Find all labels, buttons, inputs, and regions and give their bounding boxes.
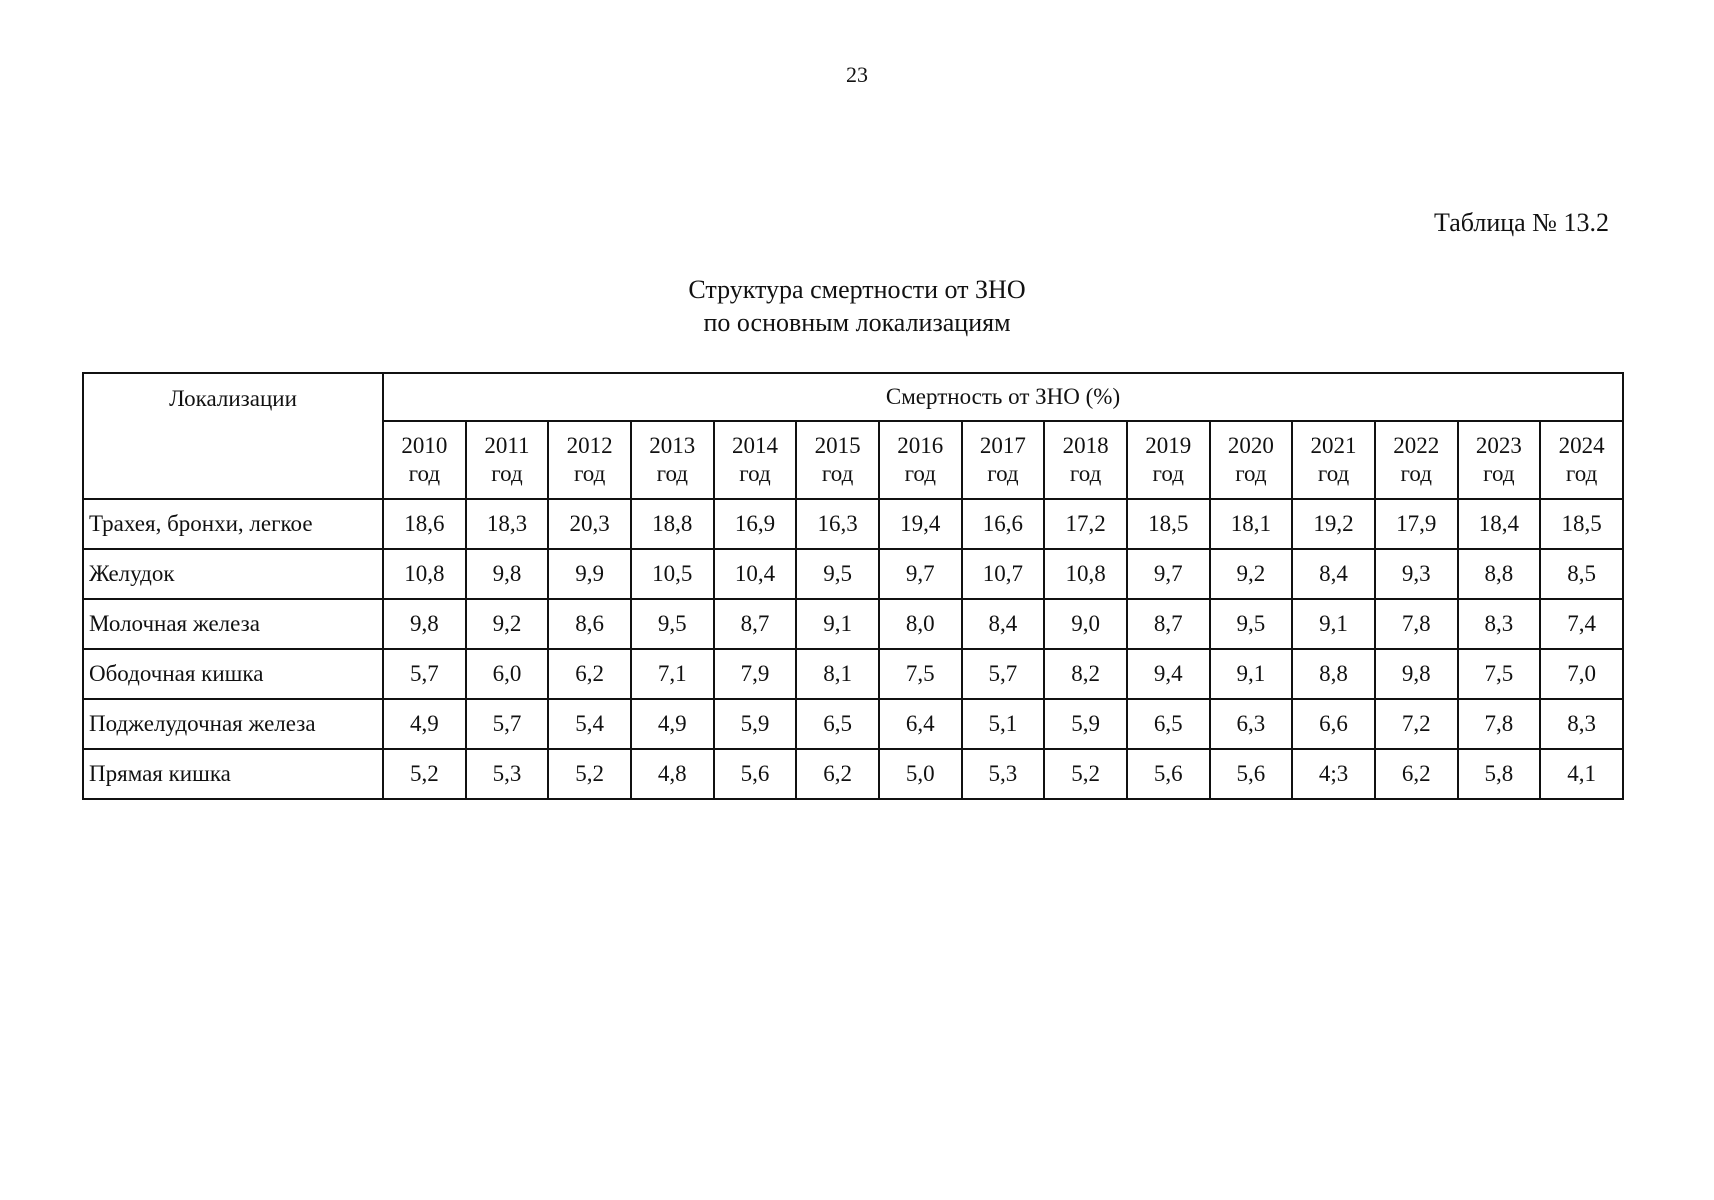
row-label: Прямая кишка (83, 749, 383, 799)
value-cell: 5,7 (383, 649, 466, 699)
value-cell: 4,9 (383, 699, 466, 749)
table-row (83, 499, 1623, 549)
value-cell: 6,2 (548, 649, 631, 699)
year-number: 2022 (1393, 433, 1440, 458)
year-unit: год (739, 461, 771, 486)
year-header-2016 (879, 421, 962, 499)
year-unit: год (1400, 461, 1432, 486)
value-cell: 18,8 (631, 499, 714, 549)
year-number: 2014 (731, 433, 778, 458)
value-cell: 5,0 (879, 749, 962, 799)
year-unit: год (1235, 461, 1267, 486)
year-header-2022 (1375, 421, 1458, 499)
value-cell: 16,3 (796, 499, 879, 549)
value-cell: 9,2 (466, 599, 549, 649)
header-row-top (83, 373, 1623, 421)
value-cell: 9,1 (1210, 649, 1293, 699)
year-number: 2023 (1475, 433, 1522, 458)
table-row (83, 549, 1623, 599)
year-unit: год (573, 461, 606, 486)
value-cell: 18,5 (1540, 499, 1623, 549)
header-localization: Локализации (83, 373, 383, 499)
year-unit: год (1565, 461, 1598, 486)
year-number: 2024 (1558, 433, 1605, 458)
table-row (83, 649, 1623, 699)
value-cell: 10,7 (962, 549, 1045, 599)
value-cell: 5,9 (1044, 699, 1127, 749)
value-cell: 5,2 (548, 749, 631, 799)
value-cell: 17,9 (1375, 499, 1458, 549)
year-unit: год (1069, 461, 1102, 486)
value-cell: 6,0 (466, 649, 549, 699)
value-cell: 9,9 (548, 549, 631, 599)
year-unit: год (1152, 461, 1184, 486)
value-cell: 4,1 (1540, 749, 1623, 799)
value-cell: 8,1 (796, 649, 879, 699)
value-cell: 8,8 (1292, 649, 1375, 699)
year-unit: год (1483, 461, 1515, 486)
row-label: Поджелудочная железа (83, 699, 383, 749)
value-cell: 5,6 (1210, 749, 1293, 799)
value-cell: 5,2 (383, 749, 466, 799)
document-title-line-2: по основным локализациям (703, 308, 1011, 337)
year-unit: год (1317, 461, 1350, 486)
row-label: Трахея, бронхи, легкое (83, 499, 383, 549)
value-cell: 6,6 (1292, 699, 1375, 749)
year-number: 2021 (1310, 433, 1357, 458)
year-number: 2019 (1145, 433, 1192, 458)
value-cell: 7,8 (1458, 699, 1541, 749)
value-cell: 17,2 (1044, 499, 1127, 549)
value-cell: 7,5 (1458, 649, 1541, 699)
table-body (83, 499, 1623, 799)
value-cell: 6,5 (1127, 699, 1210, 749)
year-number: 2010 (401, 433, 448, 458)
value-cell: 10,8 (1044, 549, 1127, 599)
year-unit: год (987, 461, 1019, 486)
value-cell: 18,5 (1127, 499, 1210, 549)
value-cell: 9,5 (1210, 599, 1293, 649)
value-cell: 10,4 (714, 549, 797, 599)
value-cell: 8,8 (1458, 549, 1541, 599)
value-cell: 9,7 (1127, 549, 1210, 599)
value-cell: 9,8 (383, 599, 466, 649)
value-cell: 9,2 (1210, 549, 1293, 599)
year-unit: год (408, 461, 441, 486)
year-number: 2013 (649, 433, 696, 458)
value-cell: 18,4 (1458, 499, 1541, 549)
value-cell: 4,8 (631, 749, 714, 799)
table-label: Таблица № 13.2 (1433, 208, 1609, 237)
year-header-2012 (548, 421, 631, 499)
year-header-2017 (962, 421, 1045, 499)
value-cell: 16,6 (962, 499, 1045, 549)
year-number: 2016 (897, 433, 944, 458)
header-mortality: Смертность от ЗНО (%) (383, 373, 1623, 421)
year-header-2011 (466, 421, 549, 499)
table-header (83, 373, 1623, 499)
value-cell: 6,5 (796, 699, 879, 749)
value-cell: 8,4 (1292, 549, 1375, 599)
table-row (83, 749, 1623, 799)
year-number: 2015 (814, 433, 861, 458)
value-cell: 6,3 (1210, 699, 1293, 749)
row-label: Молочная железа (83, 599, 383, 649)
value-cell: 5,1 (962, 699, 1045, 749)
value-cell: 5,9 (714, 699, 797, 749)
value-cell: 19,4 (879, 499, 962, 549)
value-cell: 9,7 (879, 549, 962, 599)
document-title (0, 273, 1714, 339)
value-cell: 4;3 (1292, 749, 1375, 799)
value-cell: 9,1 (796, 599, 879, 649)
year-number: 2017 (979, 433, 1026, 458)
year-unit: год (656, 461, 688, 486)
year-header-2015 (796, 421, 879, 499)
year-number: 2020 (1227, 433, 1274, 458)
year-header-2023 (1458, 421, 1541, 499)
value-cell: 8,2 (1044, 649, 1127, 699)
value-cell: 18,6 (383, 499, 466, 549)
value-cell: 8,0 (879, 599, 962, 649)
year-header-2020 (1210, 421, 1293, 499)
value-cell: 7,8 (1375, 599, 1458, 649)
page-number: 23 (846, 62, 868, 87)
value-cell: 10,5 (631, 549, 714, 599)
value-cell: 19,2 (1292, 499, 1375, 549)
value-cell: 8,3 (1458, 599, 1541, 649)
value-cell: 8,3 (1540, 699, 1623, 749)
value-cell: 8,6 (548, 599, 631, 649)
year-number: 2011 (484, 433, 530, 458)
value-cell: 18,1 (1210, 499, 1293, 549)
value-cell: 6,2 (1375, 749, 1458, 799)
value-cell: 5,7 (962, 649, 1045, 699)
row-label: Ободочная кишка (83, 649, 383, 699)
value-cell: 9,3 (1375, 549, 1458, 599)
value-cell: 7,1 (631, 649, 714, 699)
value-cell: 7,9 (714, 649, 797, 699)
value-cell: 9,0 (1044, 599, 1127, 649)
value-cell: 8,5 (1540, 549, 1623, 599)
year-header-2019 (1127, 421, 1210, 499)
value-cell: 9,8 (1375, 649, 1458, 699)
value-cell: 7,5 (879, 649, 962, 699)
value-cell: 5,6 (1127, 749, 1210, 799)
value-cell: 9,5 (796, 549, 879, 599)
year-number: 2012 (566, 433, 613, 458)
value-cell: 8,7 (1127, 599, 1210, 649)
value-cell: 6,4 (879, 699, 962, 749)
value-cell: 16,9 (714, 499, 797, 549)
value-cell: 5,6 (714, 749, 797, 799)
mortality-structure-table (82, 372, 1624, 800)
value-cell: 7,0 (1540, 649, 1623, 699)
year-header-2014 (714, 421, 797, 499)
value-cell: 20,3 (548, 499, 631, 549)
year-header-2021 (1292, 421, 1375, 499)
year-unit: год (491, 461, 523, 486)
year-unit: год (821, 461, 854, 486)
value-cell: 10,8 (383, 549, 466, 599)
value-cell: 7,4 (1540, 599, 1623, 649)
document-title-line-1: Структура смертности от ЗНО (688, 275, 1026, 304)
year-header-2018 (1044, 421, 1127, 499)
value-cell: 5,8 (1458, 749, 1541, 799)
value-cell: 9,1 (1292, 599, 1375, 649)
value-cell: 5,3 (962, 749, 1045, 799)
year-unit: год (904, 461, 936, 486)
table-row (83, 599, 1623, 649)
value-cell: 5,3 (466, 749, 549, 799)
year-header-2010 (383, 421, 466, 499)
value-cell: 8,4 (962, 599, 1045, 649)
value-cell: 6,2 (796, 749, 879, 799)
value-cell: 9,5 (631, 599, 714, 649)
value-cell: 5,4 (548, 699, 631, 749)
table-row (83, 699, 1623, 749)
value-cell: 5,2 (1044, 749, 1127, 799)
value-cell: 5,7 (466, 699, 549, 749)
value-cell: 9,8 (466, 549, 549, 599)
value-cell: 8,7 (714, 599, 797, 649)
year-header-2024 (1540, 421, 1623, 499)
value-cell: 7,2 (1375, 699, 1458, 749)
value-cell: 18,3 (466, 499, 549, 549)
value-cell: 4,9 (631, 699, 714, 749)
year-header-2013 (631, 421, 714, 499)
value-cell: 9,4 (1127, 649, 1210, 699)
year-number: 2018 (1062, 433, 1109, 458)
row-label: Желудок (83, 549, 383, 599)
